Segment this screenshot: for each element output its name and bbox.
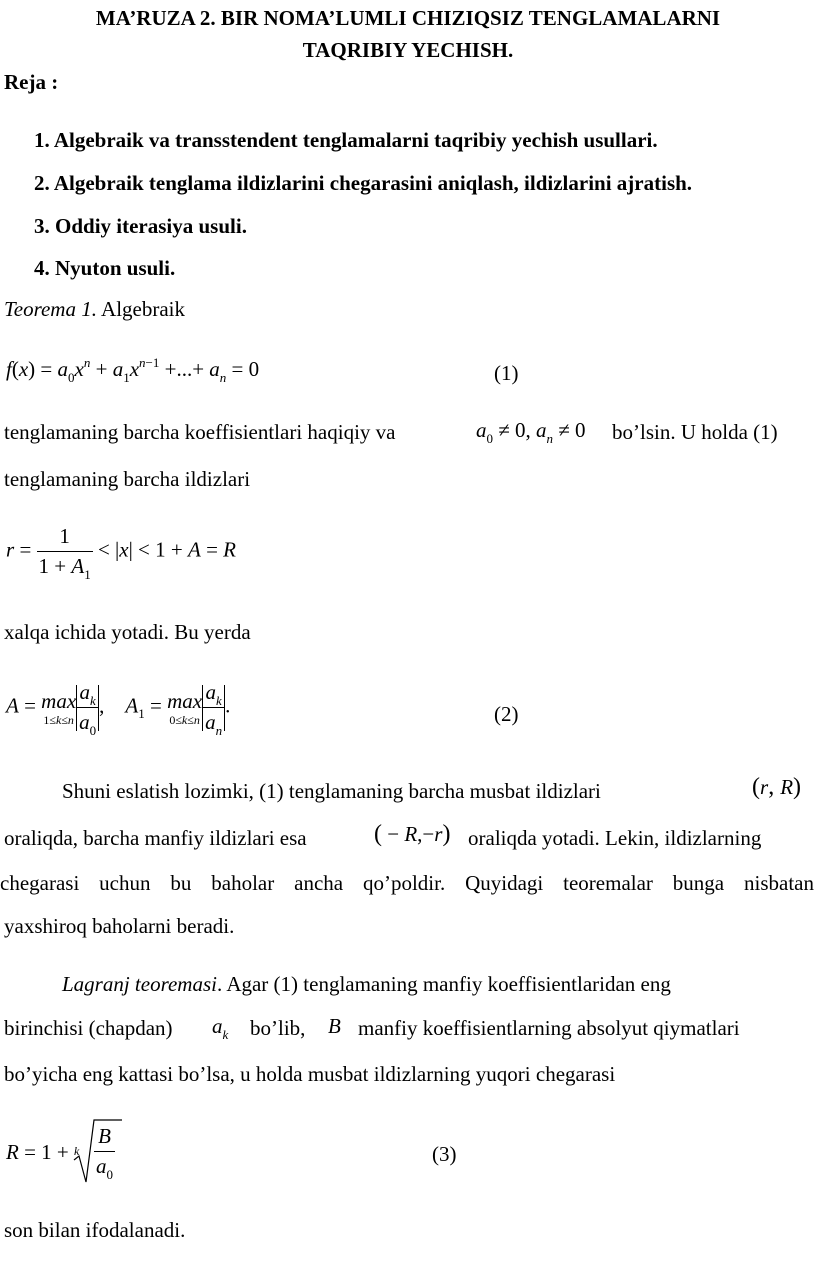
- para3-line3: chegarasi uchun bu baholar ancha qo’poldir. Quyidagi teoremalar bunga nisbatan: [0, 871, 814, 895]
- para3-line2-a: oraliqda, barcha manfiy ildizlari esa: [4, 826, 307, 850]
- plan-item-2: 2. Algebraik tenglama ildizlarini chegarasini aniqlash, ildizlarini ajratish.: [34, 171, 693, 195]
- title-line-1: MA’RUZA 2. BIR NOMA’LUMLI CHIZIQSIZ TENGLAMALARNI: [95, 6, 721, 30]
- plan-item-1: 1. Algebraik va transstendent tenglamalarni taqribiy yechish usullari.: [34, 128, 658, 152]
- lagrange-line2-c: manfiy koeffisientlarning absolyut qiymatlari: [358, 1016, 740, 1040]
- plan-label: Reja :: [4, 70, 59, 94]
- symbol-ak: $a_k$: [212, 1014, 229, 1042]
- equation-1-number: (1): [494, 361, 519, 385]
- theorem-1-label: Teorema 1.: [4, 297, 97, 321]
- equation-2: A = max 1≤k≤n $\frac{a_k}{a_0}$ , $A_1$ = max 0≤k≤n $\frac{a_k}{a_n}$ .: [6, 680, 231, 738]
- title-line-2: TAQRIBIY YECHISH.: [302, 38, 514, 62]
- equation-3-lhs: R = 1 +: [6, 1140, 69, 1164]
- para1-line1-b: bo’lsin. U holda (1): [612, 420, 778, 444]
- para1-line2: tenglamaning barcha ildizlari: [4, 467, 251, 491]
- radical-index: k: [74, 1144, 80, 1158]
- coefficient-condition: $a_0 \ne 0$, $a_n \ne 0$: [476, 418, 586, 446]
- equation-2-number: (2): [494, 702, 519, 726]
- interval-negative: ( − R,−r): [374, 821, 451, 847]
- plan-item-3: 3. Oddiy iterasiya usuli.: [34, 214, 247, 238]
- symbol-b: B: [328, 1014, 341, 1038]
- equation-3-number: (3): [432, 1142, 457, 1166]
- equation-1: $f(x) = a_0x^n + a_1x^{n-1}$ +...+ $a_n = 0$: [6, 355, 260, 385]
- para1-line1-a: tenglamaning barcha koeffisientlari haqiqiy va: [4, 420, 396, 444]
- plan-item-4: 4. Nyuton usuli.: [34, 256, 176, 280]
- radical-fraction: $\frac{B}{a_0}$: [96, 1124, 113, 1182]
- final-line: son bilan ifodalanadi.: [4, 1218, 186, 1242]
- interval-positive: (r, R): [752, 774, 802, 800]
- lagrange-line2-b: bo’lib,: [250, 1016, 306, 1040]
- para2: xalqa ichida yotadi. Bu yerda: [4, 620, 251, 644]
- ring-inequality: r = $\frac{1}{1 + A_1}$ < |x| < 1 + A = R: [6, 524, 236, 582]
- theorem-1-text: Algebraik: [96, 297, 186, 321]
- para3-line1-a: Shuni eslatish lozimki, (1) tenglamaning barcha musbat ildizlari: [62, 779, 601, 803]
- theorem-1: [4, 297, 185, 321]
- lagrange-label: Lagranj teoremasi: [62, 972, 217, 996]
- para3-line2-b: oraliqda yotadi. Lekin, ildizlarning: [468, 826, 762, 850]
- lagrange-line-3: bo’yicha eng kattasi bo’lsa, u holda musbat ildizlarning yuqori chegarasi: [4, 1062, 616, 1086]
- lagrange-line2-a: birinchisi (chapdan): [4, 1016, 173, 1040]
- para3-line4: yaxshiroq baholarni beradi.: [4, 914, 235, 938]
- lagrange-line-1: Lagranj teoremasi. Agar (1) tenglamaning manfiy koeffisientlaridan eng: [62, 972, 671, 996]
